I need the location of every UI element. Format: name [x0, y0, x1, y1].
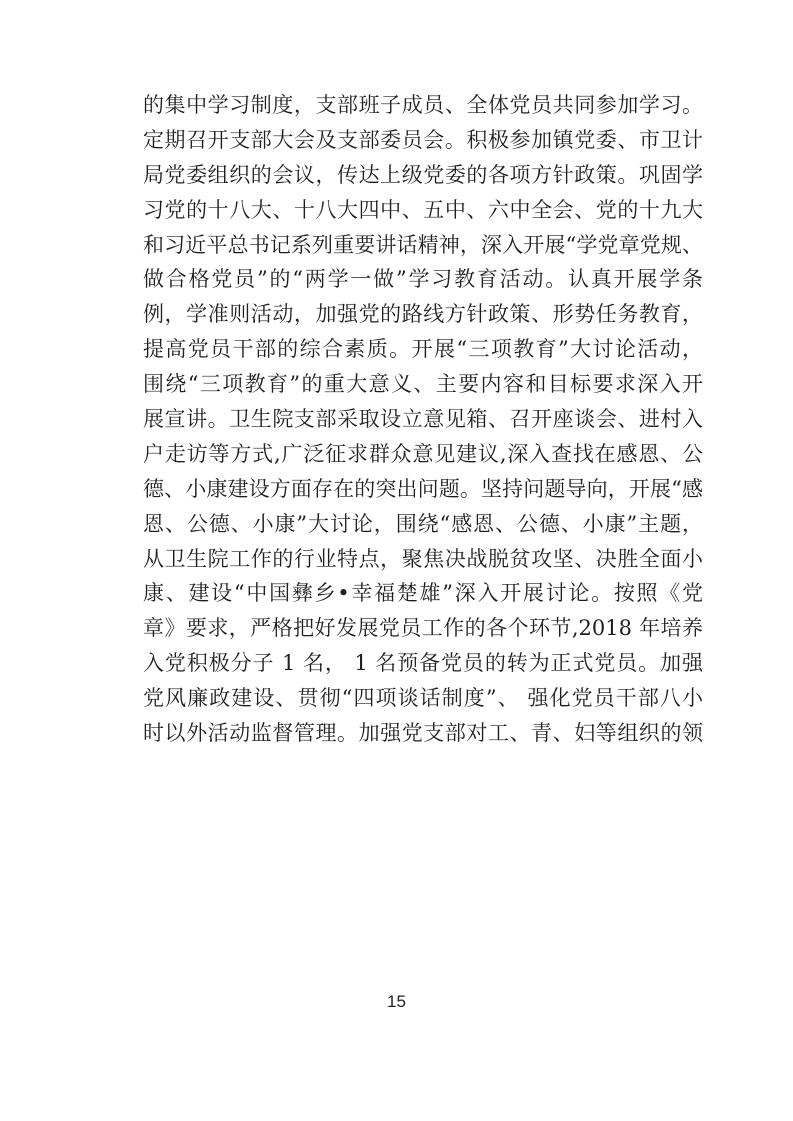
- text-line: 展宣讲。卫生院支部采取设立意见箱、召开座谈会、进村入: [143, 407, 703, 432]
- text-line: 和习近平总书记系列重要讲话精神，深入开展“学党章党规、: [143, 232, 703, 257]
- text-line: 章》要求，严格把好发展党员工作的各个环节,2018 年培养: [143, 616, 703, 641]
- text-line: 习党的十八大、十八大四中、五中、六中全会、党的十九大: [143, 197, 703, 222]
- text-line: 入党积极分子 1 名， 1 名预备党员的转为正式党员。加强: [143, 651, 703, 676]
- text-line: 从卫生院工作的行业特点，聚焦决战脱贫攻坚、决胜全面小: [143, 546, 703, 571]
- text-line: 德、小康建设方面存在的突出问题。坚持问题导向，开展“感: [143, 476, 703, 501]
- body-paragraph: [143, 88, 703, 751]
- text-line: 局党委组织的会议，传达上级党委的各项方针政策。巩固学: [143, 162, 703, 187]
- text-line: 提高党员干部的综合素质。开展“三项教育”大讨论活动，: [143, 337, 703, 362]
- text-line: 定期召开支部大会及支部委员会。积极参加镇党委、市卫计: [143, 127, 703, 152]
- text-line: 康、建设“中国彝乡•幸福楚雄”深入开展讨论。按照《党: [143, 581, 703, 606]
- text-line: 例，学准则活动，加强党的路线方针政策、形势任务教育，: [143, 302, 703, 327]
- text-line: 的集中学习制度，支部班子成员、全体党员共同参加学习。: [143, 93, 703, 117]
- text-line: 恩、公德、小康”大讨论，围绕“感恩、公德、小康”主题，: [143, 511, 703, 536]
- text-line: 户走访等方式,广泛征求群众意见建议,深入查找在感恩、公: [143, 441, 703, 466]
- text-line: 时以外活动监督管理。加强党支部对工、青、妇等组织的领: [143, 721, 703, 746]
- text-line: 围绕“三项教育”的重大意义、主要内容和目标要求深入开: [143, 372, 703, 397]
- text-line: 做合格党员”的“两学一做”学习教育活动。认真开展学条: [143, 267, 703, 292]
- page-number: 15: [387, 992, 406, 1011]
- text-line: 党风廉政建设、贯彻“四项谈话制度”、 强化党员干部八小: [143, 686, 703, 711]
